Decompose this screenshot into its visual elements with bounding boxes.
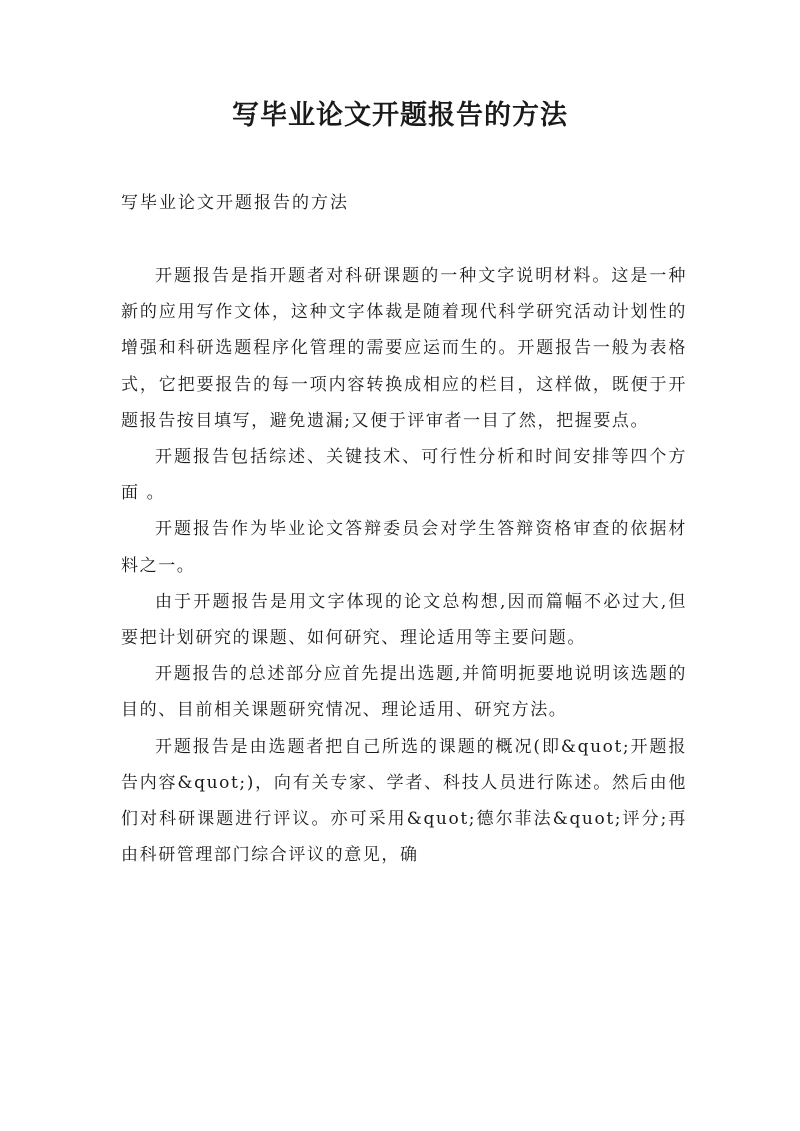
paragraph: 开题报告作为毕业论文答辩委员会对学生答辩资格审查的依据材料之一。 [121, 519, 687, 576]
paragraph: 开题报告的总述部分应首先提出选题,并简明扼要地说明该选题的目的、目前相关课题研究情况、理论适用、研究方法。 [121, 664, 687, 721]
paragraph: 开题报告是指开题者对科研课题的一种文字说明材料。这是一种新的应用写作文体，这种文字体裁是随着现代科学研究活动计划性的增强和科研选题程序化管理的需要应运而生的。开题报告一般为表格式，它把要报告的每一项内容转换成相应的栏目，这样做，既便于开题报告按目填写，避免遗漏;又便于评审者一目了然，把握要点。 [121, 266, 687, 431]
document-title: 写毕业论文开题报告的方法 [232, 100, 568, 131]
document-subtitle: 写毕业论文开题报告的方法 [121, 193, 349, 213]
document-body [121, 258, 687, 873]
paragraph: 开题报告是由选题者把自己所选的课题的概况(即&quot;开题报告内容&quot;)，向有关专家、学者、科技人员进行陈述。然后由他们对科研课题进行评议。亦可采用&quot;德尔菲法&quot;评分;再由科研管理部门综合评议的意见，确 [121, 736, 687, 866]
paragraph: 开题报告包括综述、关键技术、可行性分析和时间安排等四个方面 。 [121, 447, 687, 504]
paragraph: 由于开题报告是用文字体现的论文总构想,因而篇幅不必过大,但要把计划研究的课题、如何研究、理论适用等主要问题。 [121, 591, 687, 649]
